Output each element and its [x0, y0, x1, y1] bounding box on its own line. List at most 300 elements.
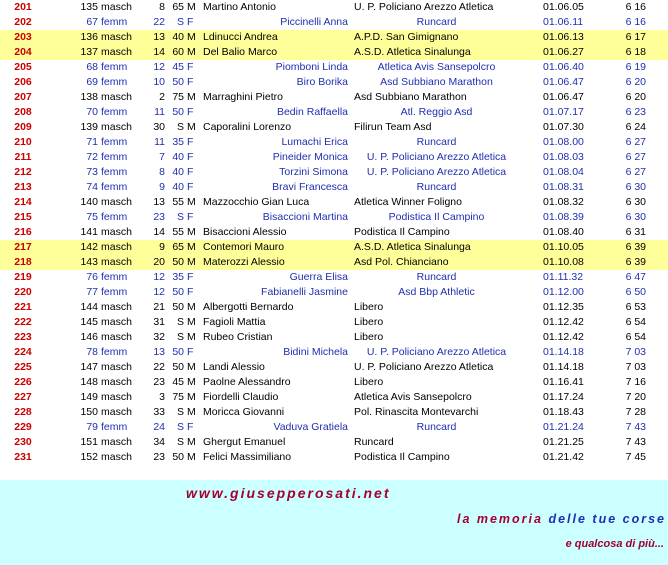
team-cell: Libero	[354, 331, 384, 343]
team-cell: Atl. Reggio Asd	[400, 106, 473, 118]
pace-cell: 6 39	[625, 256, 646, 268]
athlete-name-cell: Torzini Simona	[279, 166, 348, 178]
team-cell: Runcard	[416, 271, 457, 283]
age-group-cell: 50	[172, 346, 184, 358]
table-row	[0, 45, 668, 60]
athlete-name-cell: Piomboni Linda	[275, 61, 348, 73]
age-group-cell: 50	[172, 286, 184, 298]
table-row	[0, 150, 668, 165]
table-row	[0, 270, 668, 285]
rank-cell: 209	[14, 121, 32, 133]
category-position-cell: 23	[153, 451, 165, 463]
category-cell: femm	[101, 61, 128, 73]
pace-cell: 6 27	[625, 166, 646, 178]
category-cell: masch	[101, 451, 132, 463]
category-position-cell: 14	[153, 46, 165, 58]
category-cell: masch	[101, 331, 132, 343]
age-group-cell: 65	[172, 1, 184, 13]
table-row	[0, 0, 668, 15]
age-group-cell: 40	[172, 181, 184, 193]
table-row	[0, 360, 668, 375]
age-group-cell: 50	[172, 106, 184, 118]
athlete-name-cell: Fagioli Mattia	[203, 316, 266, 328]
category-position-cell: 13	[153, 196, 165, 208]
sex-cell: M	[187, 196, 196, 208]
category-position-cell: 13	[153, 31, 165, 43]
finish-time-cell: 01.12.42	[543, 331, 584, 343]
finish-time-cell: 01.06.47	[543, 76, 584, 88]
athlete-name-cell: Bravi Francesca	[272, 181, 348, 193]
category-cell: masch	[101, 391, 132, 403]
sex-cell: M	[187, 256, 196, 268]
rank-cell: 211	[14, 151, 32, 163]
age-group-cell: S	[176, 406, 184, 418]
age-group-cell: S	[176, 436, 184, 448]
category-cell: masch	[101, 121, 132, 133]
category-cell: femm	[101, 76, 128, 88]
table-row	[0, 180, 668, 195]
bib-number-cell: 73	[86, 166, 98, 178]
finish-time-cell: 01.07.30	[543, 121, 584, 133]
athlete-name-cell: Moricca Giovanni	[203, 406, 285, 418]
rank-cell: 204	[14, 46, 32, 58]
table-row	[0, 450, 668, 465]
team-cell: Runcard	[416, 181, 457, 193]
finish-time-cell: 01.06.11	[543, 16, 584, 28]
category-cell: masch	[101, 241, 132, 253]
category-cell: masch	[101, 46, 132, 58]
bib-number-cell: 144	[80, 301, 98, 313]
team-cell: Asd Bbp Athletic	[398, 286, 475, 298]
bib-number-cell: 68	[86, 61, 98, 73]
bib-number-cell: 143	[80, 256, 98, 268]
sex-cell: F	[187, 421, 194, 433]
rank-cell: 220	[14, 286, 32, 298]
athlete-name-cell: Paolne Alessandro	[203, 376, 291, 388]
sex-cell: M	[187, 226, 196, 238]
bib-number-cell: 142	[80, 241, 98, 253]
team-cell: U. P. Policiano Arezzo Atletica	[366, 346, 507, 358]
bib-number-cell: 77	[86, 286, 98, 298]
tagline-part-1: la memoria	[456, 512, 543, 526]
finish-time-cell: 01.12.42	[543, 316, 584, 328]
age-group-cell: 50	[172, 451, 184, 463]
athlete-name-cell: Mazzocchio Gian Luca	[203, 196, 310, 208]
category-cell: masch	[101, 406, 132, 418]
athlete-name-cell: Biro Borika	[296, 76, 348, 88]
sex-cell: M	[187, 31, 196, 43]
team-cell: Asd Pol. Chianciano	[354, 256, 449, 268]
bib-number-cell: 135	[80, 1, 98, 13]
table-row	[0, 135, 668, 150]
finish-time-cell: 01.08.39	[543, 211, 584, 223]
sex-cell: F	[187, 346, 194, 358]
sex-cell: F	[187, 16, 194, 28]
category-cell: femm	[101, 16, 128, 28]
tagline	[457, 512, 666, 526]
table-row	[0, 210, 668, 225]
category-position-cell: 34	[153, 436, 165, 448]
category-cell: masch	[101, 361, 132, 373]
bib-number-cell: 138	[80, 91, 98, 103]
team-cell: Libero	[354, 301, 384, 313]
category-position-cell: 2	[159, 91, 165, 103]
pace-cell: 6 20	[625, 76, 646, 88]
pace-cell: 6 47	[625, 271, 646, 283]
team-cell: A.P.D. San Gimignano	[354, 31, 459, 43]
pace-cell: 6 54	[625, 331, 646, 343]
category-cell: femm	[101, 421, 128, 433]
sex-cell: F	[187, 106, 194, 118]
team-cell: U. P. Policiano Arezzo Atletica	[366, 166, 507, 178]
rank-cell: 230	[14, 436, 32, 448]
finish-time-cell: 01.17.24	[543, 391, 584, 403]
finish-time-cell: 01.16.41	[543, 376, 584, 388]
category-position-cell: 23	[153, 376, 165, 388]
pace-cell: 6 27	[625, 151, 646, 163]
sex-cell: M	[187, 301, 196, 313]
bib-number-cell: 139	[80, 121, 98, 133]
rank-cell: 219	[14, 271, 32, 283]
finish-time-cell: 01.21.42	[543, 451, 584, 463]
sex-cell: M	[187, 121, 196, 133]
category-cell: femm	[101, 346, 128, 358]
category-cell: masch	[101, 301, 132, 313]
sex-cell: M	[187, 241, 196, 253]
table-row	[0, 405, 668, 420]
age-group-cell: S	[176, 421, 184, 433]
category-position-cell: 22	[153, 361, 165, 373]
sex-cell: F	[187, 181, 194, 193]
finish-time-cell: 01.06.27	[543, 46, 584, 58]
finish-time-cell: 01.06.05	[543, 1, 584, 13]
category-cell: femm	[101, 136, 128, 148]
category-cell: femm	[101, 166, 128, 178]
pace-cell: 6 20	[625, 91, 646, 103]
table-row	[0, 240, 668, 255]
pace-cell: 6 17	[625, 31, 646, 43]
age-group-cell: 50	[172, 76, 184, 88]
finish-time-cell: 01.06.40	[543, 61, 584, 73]
rank-cell: 218	[14, 256, 32, 268]
pace-cell: 7 43	[625, 436, 646, 448]
table-row	[0, 255, 668, 270]
finish-time-cell: 01.14.18	[543, 346, 584, 358]
rank-cell: 215	[14, 211, 32, 223]
category-position-cell: 31	[153, 316, 165, 328]
age-group-cell: 55	[172, 226, 184, 238]
athlete-name-cell: Rubeo Cristian	[203, 331, 273, 343]
athlete-name-cell: Contemori Mauro	[203, 241, 285, 253]
pace-cell: 6 19	[625, 61, 646, 73]
team-cell: Podistica Il Campino	[354, 451, 450, 463]
table-row	[0, 375, 668, 390]
athlete-name-cell: Fabianelli Jasmine	[261, 286, 348, 298]
team-cell: Filirun Team Asd	[354, 121, 432, 133]
athlete-name-cell: Materozzi Alessio	[203, 256, 285, 268]
bib-number-cell: 140	[80, 196, 98, 208]
table-row	[0, 165, 668, 180]
finish-time-cell: 01.12.00	[543, 286, 584, 298]
bib-number-cell: 141	[80, 226, 98, 238]
sex-cell: F	[187, 151, 194, 163]
rank-cell: 227	[14, 391, 32, 403]
rank-cell: 206	[14, 76, 32, 88]
team-cell: Atletica Winner Foligno	[354, 196, 462, 208]
category-cell: femm	[101, 151, 128, 163]
table-row	[0, 420, 668, 435]
sex-cell: F	[187, 166, 194, 178]
rank-cell: 228	[14, 406, 32, 418]
finish-time-cell: 01.18.43	[543, 406, 584, 418]
athlete-name-cell: Ldinucci Andrea	[203, 31, 278, 43]
table-row	[0, 435, 668, 450]
athlete-name-cell: Lumachi Erica	[281, 136, 348, 148]
category-position-cell: 23	[153, 211, 165, 223]
category-position-cell: 33	[153, 406, 165, 418]
bib-number-cell: 69	[86, 76, 98, 88]
age-group-cell: 45	[172, 376, 184, 388]
pace-cell: 6 30	[625, 196, 646, 208]
athlete-name-cell: Bisaccioni Martina	[262, 211, 348, 223]
pace-cell: 6 50	[625, 286, 646, 298]
team-cell: Pol. Rinascita Montevarchi	[354, 406, 479, 418]
finish-time-cell: 01.08.32	[543, 196, 584, 208]
category-position-cell: 22	[153, 16, 165, 28]
pace-cell: 7 43	[625, 421, 646, 433]
finish-time-cell: 01.11.32	[543, 271, 584, 283]
finish-time-cell: 01.08.00	[543, 136, 584, 148]
pace-cell: 6 27	[625, 136, 646, 148]
sex-cell: M	[187, 46, 196, 58]
category-cell: masch	[101, 226, 132, 238]
athlete-name-cell: Pineider Monica	[272, 151, 348, 163]
finish-time-cell: 01.14.18	[543, 361, 584, 373]
age-group-cell: S	[176, 211, 184, 223]
age-group-cell: 60	[172, 46, 184, 58]
pace-cell: 7 03	[625, 361, 646, 373]
category-cell: femm	[101, 181, 128, 193]
sex-cell: F	[187, 286, 194, 298]
category-position-cell: 12	[153, 61, 165, 73]
sex-cell: M	[187, 361, 196, 373]
age-group-cell: 50	[172, 256, 184, 268]
bib-number-cell: 147	[80, 361, 98, 373]
athlete-name-cell: Del Balio Marco	[203, 46, 278, 58]
age-group-cell: 45	[172, 61, 184, 73]
pace-cell: 6 23	[625, 106, 646, 118]
athlete-name-cell: Vaduva Gratiela	[273, 421, 348, 433]
bib-number-cell: 136	[80, 31, 98, 43]
category-position-cell: 32	[153, 331, 165, 343]
finish-time-cell: 01.07.17	[543, 106, 584, 118]
table-row	[0, 15, 668, 30]
table-row	[0, 285, 668, 300]
pace-cell: 7 16	[625, 376, 646, 388]
bib-number-cell: 148	[80, 376, 98, 388]
age-group-cell: 40	[172, 151, 184, 163]
pace-cell: 7 20	[625, 391, 646, 403]
category-position-cell: 12	[153, 286, 165, 298]
table-row	[0, 195, 668, 210]
table-row	[0, 105, 668, 120]
table-row	[0, 345, 668, 360]
finish-time-cell: 01.10.08	[543, 256, 584, 268]
category-cell: masch	[101, 31, 132, 43]
sex-cell: M	[187, 451, 196, 463]
pace-cell: 7 45	[625, 451, 646, 463]
athlete-name-cell: Marraghini Pietro	[203, 91, 283, 103]
sex-cell: F	[187, 271, 194, 283]
team-cell: U. P. Policiano Arezzo Atletica	[366, 151, 507, 163]
tagline-part-2: delle tue corse	[542, 512, 666, 526]
table-row	[0, 315, 668, 330]
team-cell: Atletica Avis Sansepolcro	[354, 391, 472, 403]
athlete-name-cell: Piccinelli Anna	[280, 16, 348, 28]
sex-cell: M	[187, 376, 196, 388]
finish-time-cell: 01.10.05	[543, 241, 584, 253]
age-group-cell: 40	[172, 31, 184, 43]
bib-number-cell: 79	[86, 421, 98, 433]
team-cell: Runcard	[354, 436, 394, 448]
team-cell: U. P. Policiano Arezzo Atletica	[354, 1, 494, 13]
team-cell: A.S.D. Atletica Sinalunga	[354, 46, 471, 58]
category-position-cell: 10	[153, 76, 165, 88]
category-position-cell: 3	[159, 391, 165, 403]
bib-number-cell: 76	[86, 271, 98, 283]
athlete-name-cell: Landi Alessio	[203, 361, 265, 373]
category-position-cell: 11	[154, 106, 165, 118]
bib-number-cell: 74	[86, 181, 98, 193]
rank-cell: 224	[14, 346, 32, 358]
sex-cell: M	[187, 316, 196, 328]
athlete-name-cell: Albergotti Bernardo	[203, 301, 294, 313]
table-row	[0, 120, 668, 135]
rank-cell: 222	[14, 316, 32, 328]
category-cell: masch	[101, 256, 132, 268]
team-cell: Runcard	[416, 16, 457, 28]
team-cell: Podistica Il Campino	[354, 226, 450, 238]
team-cell: U. P. Policiano Arezzo Atletica	[354, 361, 494, 373]
team-cell: Libero	[354, 376, 384, 388]
table-row	[0, 75, 668, 90]
bib-number-cell: 145	[80, 316, 98, 328]
rank-cell: 223	[14, 331, 32, 343]
pace-cell: 6 24	[625, 121, 646, 133]
rank-cell: 203	[14, 31, 32, 43]
bib-number-cell: 151	[80, 436, 98, 448]
category-position-cell: 14	[153, 226, 165, 238]
rank-cell: 210	[14, 136, 32, 148]
team-cell: Atletica Avis Sansepolcro	[377, 61, 496, 73]
sex-cell: M	[187, 331, 196, 343]
category-cell: masch	[101, 376, 132, 388]
site-url-link[interactable]: www.giusepperosati.net	[186, 485, 391, 501]
sex-cell: F	[187, 136, 194, 148]
category-cell: femm	[101, 286, 128, 298]
table-row	[0, 225, 668, 240]
pace-cell: 6 53	[625, 301, 646, 313]
age-group-cell: S	[176, 16, 184, 28]
category-position-cell: 9	[159, 241, 165, 253]
finish-time-cell: 01.08.04	[543, 166, 584, 178]
age-group-cell: S	[176, 331, 184, 343]
athlete-name-cell: Caporalini Lorenzo	[203, 121, 292, 133]
category-position-cell: 9	[159, 181, 165, 193]
rank-cell: 221	[14, 301, 32, 313]
category-cell: masch	[101, 196, 132, 208]
rank-cell: 208	[14, 106, 32, 118]
table-row	[0, 330, 668, 345]
table-row	[0, 30, 668, 45]
athlete-name-cell: Bidini Michela	[283, 346, 348, 358]
bib-number-cell: 146	[80, 331, 98, 343]
team-cell: Asd Subbiano Marathon	[354, 91, 467, 103]
finish-time-cell: 01.08.31	[543, 181, 584, 193]
category-cell: masch	[101, 91, 132, 103]
team-cell: A.S.D. Atletica Sinalunga	[354, 241, 471, 253]
bib-number-cell: 152	[80, 451, 98, 463]
pace-cell: 6 30	[625, 211, 646, 223]
athlete-name-cell: Felici Massimiliano	[203, 451, 292, 463]
category-position-cell: 21	[153, 301, 165, 313]
age-group-cell: 40	[172, 166, 184, 178]
rank-cell: 231	[14, 451, 32, 463]
rank-cell: 216	[14, 226, 32, 238]
table-row	[0, 90, 668, 105]
pace-cell: 7 03	[625, 346, 646, 358]
bib-number-cell: 71	[86, 136, 98, 148]
pace-cell: 6 31	[625, 226, 646, 238]
category-position-cell: 12	[153, 271, 165, 283]
sex-cell: F	[187, 61, 194, 73]
pace-cell: 6 54	[625, 316, 646, 328]
age-group-cell: 50	[172, 361, 184, 373]
athlete-name-cell: Bedin Raffaella	[276, 106, 348, 118]
rank-cell: 225	[14, 361, 32, 373]
team-cell: Libero	[354, 316, 384, 328]
category-cell: masch	[101, 1, 132, 13]
bib-number-cell: 149	[80, 391, 98, 403]
pace-cell: 6 30	[625, 181, 646, 193]
bib-number-cell: 137	[80, 46, 98, 58]
rank-cell: 201	[14, 1, 32, 13]
finish-time-cell: 01.21.24	[543, 421, 584, 433]
finish-time-cell: 01.08.03	[543, 151, 584, 163]
age-group-cell: 75	[172, 391, 184, 403]
table-row	[0, 390, 668, 405]
finish-time-cell: 01.08.40	[543, 226, 584, 238]
category-position-cell: 30	[153, 121, 165, 133]
sex-cell: F	[187, 76, 194, 88]
pace-cell: 6 16	[625, 1, 646, 13]
team-cell: Runcard	[416, 421, 457, 433]
athlete-name-cell: Bisaccioni Alessio	[203, 226, 287, 238]
category-position-cell: 7	[159, 151, 165, 163]
bib-number-cell: 72	[86, 151, 98, 163]
bib-number-cell: 78	[86, 346, 98, 358]
sex-cell: M	[187, 1, 196, 13]
sex-cell: F	[187, 211, 194, 223]
site-footer	[0, 480, 668, 565]
category-position-cell: 13	[153, 346, 165, 358]
category-cell: femm	[101, 271, 128, 283]
category-position-cell: 24	[153, 421, 165, 433]
sex-cell: M	[187, 391, 196, 403]
category-cell: masch	[101, 436, 132, 448]
rank-cell: 229	[14, 421, 32, 433]
category-position-cell: 11	[154, 136, 165, 148]
